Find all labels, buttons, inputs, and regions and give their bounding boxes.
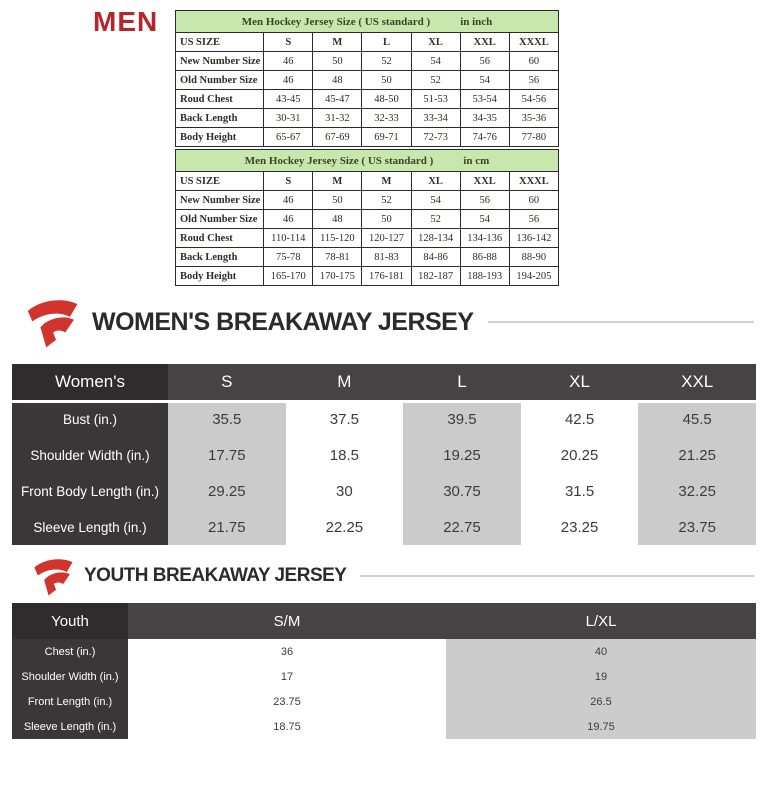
- value-cell: 39.5: [403, 401, 521, 437]
- col-header: XL: [411, 172, 460, 191]
- value-cell: 19: [446, 664, 756, 689]
- row-label: Body Height: [176, 267, 264, 286]
- table-row: [12, 664, 756, 689]
- value-cell: 37.5: [329, 411, 359, 429]
- table-row: [12, 437, 756, 473]
- value-cell: 19.25: [403, 437, 521, 473]
- table-row: [176, 109, 559, 128]
- womens-size-table: [12, 364, 756, 545]
- table-header-row: [12, 364, 756, 401]
- value-cell: 165-170: [264, 267, 313, 286]
- table-unit: in cm: [463, 154, 490, 167]
- value-cell: 23.75: [273, 695, 301, 708]
- row-label: Roud Chest: [176, 90, 264, 109]
- value-cell: 35-36: [509, 109, 558, 128]
- value-cell: 19.75: [446, 714, 756, 739]
- value-cell: 136-142: [509, 229, 558, 248]
- value-cell: 54: [460, 210, 509, 229]
- table-caption: Men Hockey Jersey Size ( US standard ): [244, 154, 434, 167]
- value-cell: 46: [264, 210, 313, 229]
- col-header: XXL: [460, 172, 509, 191]
- value-cell: 23.25: [560, 518, 599, 536]
- womens-section-title: WOMEN'S BREAKAWAY JERSEY: [92, 307, 474, 336]
- value-cell: 50: [362, 210, 411, 229]
- table-row: [176, 267, 559, 286]
- col-header: L: [362, 33, 411, 52]
- value-cell: 67-69: [313, 128, 362, 147]
- value-cell: 60: [509, 52, 558, 71]
- row-label: Sleeve Length (in.): [12, 714, 128, 739]
- row-label: New Number Size: [176, 52, 264, 71]
- value-cell: 88-90: [509, 248, 558, 267]
- col-header: XXL: [460, 33, 509, 52]
- value-cell: 46: [264, 71, 313, 90]
- value-cell: 17.75: [168, 437, 286, 473]
- value-cell: 51-53: [411, 90, 460, 109]
- value-cell: 52: [362, 52, 411, 71]
- col-header: L/XL: [446, 603, 756, 639]
- table-row: [12, 509, 756, 545]
- table-header-row: [176, 33, 559, 52]
- table-row: [12, 714, 756, 739]
- value-cell: 115-120: [313, 229, 362, 248]
- value-cell: 86-88: [460, 248, 509, 267]
- value-cell: 170-175: [313, 267, 362, 286]
- value-cell: 53-54: [460, 90, 509, 109]
- value-cell: 128-134: [411, 229, 460, 248]
- row-label: Old Number Size: [176, 71, 264, 90]
- value-cell: 84-86: [411, 248, 460, 267]
- value-cell: 30.75: [403, 473, 521, 509]
- table-row: [176, 210, 559, 229]
- fanatics-logo-icon: [22, 296, 82, 348]
- value-cell: 48: [313, 71, 362, 90]
- value-cell: 54-56: [509, 90, 558, 109]
- value-cell: 46: [264, 52, 313, 71]
- value-cell: 60: [509, 191, 558, 210]
- value-cell: 134-136: [460, 229, 509, 248]
- table-unit: in inch: [460, 15, 493, 28]
- col-header: XXL: [638, 364, 756, 401]
- value-cell: 23.75: [638, 509, 756, 545]
- value-cell: 48-50: [362, 90, 411, 109]
- value-cell: 21.75: [168, 509, 286, 545]
- table-caption-row: [176, 150, 559, 172]
- men-size-tables: [175, 10, 559, 288]
- value-cell: 22.25: [325, 518, 364, 536]
- col-header: Youth: [12, 603, 128, 639]
- row-label: Shoulder Width (in.): [12, 437, 168, 473]
- table-header-row: [12, 603, 756, 639]
- value-cell: 110-114: [264, 229, 313, 248]
- men-section-title: MEN: [93, 6, 159, 37]
- value-cell: 43-45: [264, 90, 313, 109]
- youth-section-title: YOUTH BREAKAWAY JERSEY: [84, 565, 347, 586]
- value-cell: 48: [313, 210, 362, 229]
- col-header: XXXL: [509, 33, 558, 52]
- value-cell: 36: [280, 645, 294, 658]
- table-row: [12, 689, 756, 714]
- table-row: [12, 401, 756, 437]
- table-row: [176, 52, 559, 71]
- value-cell: 78-81: [313, 248, 362, 267]
- value-cell: 22.75: [403, 509, 521, 545]
- header-rule: [360, 575, 754, 577]
- col-header: M: [313, 172, 362, 191]
- col-header: XL: [411, 33, 460, 52]
- table-row: [176, 128, 559, 147]
- value-cell: 54: [411, 191, 460, 210]
- value-cell: 52: [411, 210, 460, 229]
- value-cell: 34-35: [460, 109, 509, 128]
- col-header: XXXL: [509, 172, 558, 191]
- table-caption: Men Hockey Jersey Size ( US standard ): [241, 15, 431, 28]
- row-label: Shoulder Width (in.): [12, 664, 128, 689]
- value-cell: 17: [280, 670, 294, 683]
- row-label: Back Length: [176, 248, 264, 267]
- col-header: US SIZE: [176, 172, 264, 191]
- value-cell: 32-33: [362, 109, 411, 128]
- value-cell: 65-67: [264, 128, 313, 147]
- value-cell: 18.5: [329, 446, 359, 464]
- value-cell: 40: [446, 639, 756, 664]
- col-header: Women's: [12, 364, 168, 401]
- col-header: S/M: [128, 603, 446, 639]
- value-cell: 52: [411, 71, 460, 90]
- col-header: US SIZE: [176, 33, 264, 52]
- header-rule: [488, 321, 754, 323]
- value-cell: 46: [264, 191, 313, 210]
- col-header: S: [168, 364, 286, 401]
- value-cell: 31.5: [564, 482, 595, 500]
- value-cell: 81-83: [362, 248, 411, 267]
- value-cell: 32.25: [638, 473, 756, 509]
- value-cell: 75-78: [264, 248, 313, 267]
- value-cell: 188-193: [460, 267, 509, 286]
- value-cell: 42.5: [564, 411, 595, 429]
- value-cell: 45-47: [313, 90, 362, 109]
- row-label: Front Body Length (in.): [12, 473, 168, 509]
- row-label: Sleeve Length (in.): [12, 509, 168, 545]
- table-row: [176, 90, 559, 109]
- table-row: [176, 71, 559, 90]
- value-cell: 54: [460, 71, 509, 90]
- value-cell: 33-34: [411, 109, 460, 128]
- table-row: [12, 473, 756, 509]
- col-header: S: [264, 172, 313, 191]
- value-cell: 120-127: [362, 229, 411, 248]
- value-cell: 50: [313, 191, 362, 210]
- value-cell: 52: [362, 191, 411, 210]
- youth-size-table: [12, 603, 756, 739]
- value-cell: 56: [509, 210, 558, 229]
- row-label: Old Number Size: [176, 210, 264, 229]
- row-label: Back Length: [176, 109, 264, 128]
- row-label: New Number Size: [176, 191, 264, 210]
- table-row: [176, 248, 559, 267]
- value-cell: 56: [460, 191, 509, 210]
- value-cell: 30-31: [264, 109, 313, 128]
- value-cell: 35.5: [168, 401, 286, 437]
- fanatics-logo-icon: [30, 556, 76, 596]
- value-cell: 26.5: [446, 689, 756, 714]
- value-cell: 182-187: [411, 267, 460, 286]
- col-header: S: [264, 33, 313, 52]
- value-cell: 77-80: [509, 128, 558, 147]
- value-cell: 56: [460, 52, 509, 71]
- col-header: M: [286, 364, 404, 401]
- table-row: [176, 229, 559, 248]
- value-cell: 30: [336, 482, 353, 500]
- value-cell: 29.25: [168, 473, 286, 509]
- value-cell: 21.25: [638, 437, 756, 473]
- value-cell: 194-205: [509, 267, 558, 286]
- value-cell: 50: [313, 52, 362, 71]
- table-row: [176, 191, 559, 210]
- col-header: XL: [521, 364, 639, 401]
- table-header-row: [176, 172, 559, 191]
- value-cell: 72-73: [411, 128, 460, 147]
- col-header: L: [403, 364, 521, 401]
- value-cell: 45.5: [638, 401, 756, 437]
- value-cell: 74-76: [460, 128, 509, 147]
- row-label: Body Height: [176, 128, 264, 147]
- men-size-table-inch: [175, 10, 559, 147]
- value-cell: 31-32: [313, 109, 362, 128]
- womens-section-header: [22, 296, 754, 348]
- value-cell: 69-71: [362, 128, 411, 147]
- col-header: M: [362, 172, 411, 191]
- row-label: Roud Chest: [176, 229, 264, 248]
- value-cell: 20.25: [560, 446, 599, 464]
- row-label: Front Length (in.): [12, 689, 128, 714]
- table-row: [12, 639, 756, 664]
- value-cell: 176-181: [362, 267, 411, 286]
- men-size-table-cm: [175, 149, 559, 286]
- youth-section-header: [30, 556, 754, 596]
- value-cell: 56: [509, 71, 558, 90]
- table-caption-row: [176, 11, 559, 33]
- row-label: Bust (in.): [12, 401, 168, 437]
- row-label: Chest (in.): [12, 639, 128, 664]
- value-cell: 54: [411, 52, 460, 71]
- value-cell: 18.75: [273, 720, 301, 733]
- col-header: M: [313, 33, 362, 52]
- value-cell: 50: [362, 71, 411, 90]
